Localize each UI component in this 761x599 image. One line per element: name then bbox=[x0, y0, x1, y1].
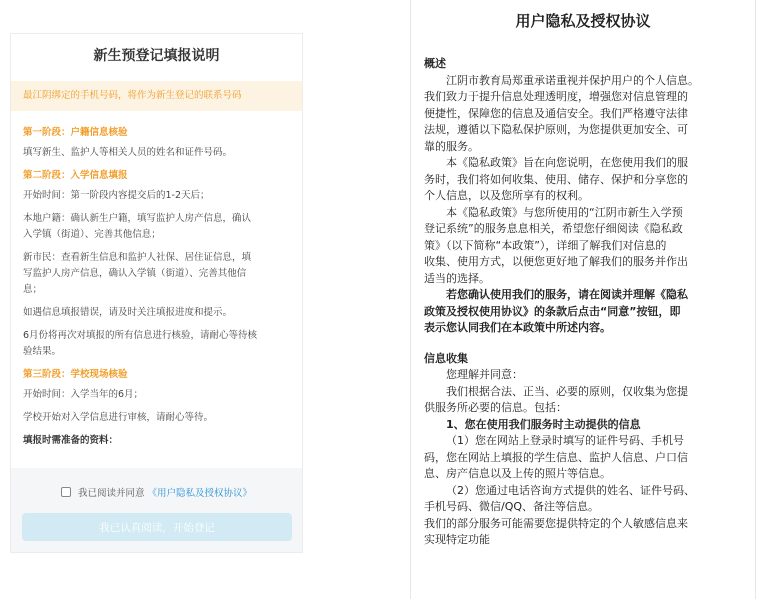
stage2-new-line2: 写监护人房产信息，确认入学镇（街道）、完善其他信 bbox=[23, 268, 247, 279]
collection-heading: 信息收集 bbox=[424, 351, 468, 365]
collection-sensitive-info bbox=[424, 516, 742, 549]
stage3-start-time: 开始时间：入学当年的6月； bbox=[23, 389, 144, 400]
stage2-local-residents bbox=[23, 211, 290, 243]
p4-line1: 若您确认使用我们的服务，请在阅读并理解《隐私 bbox=[446, 288, 688, 301]
c5-line2: 手机号码、微信/QQ、备注等信息。 bbox=[424, 500, 600, 513]
collection-principle bbox=[424, 384, 742, 417]
overview-paragraph-4 bbox=[424, 287, 742, 337]
p4-line3: 表示您认同我们在本政策中所述内容。 bbox=[424, 321, 611, 334]
stage2-new-line1: 新市民：查看新生信息和监护人社保、居住证信息，填 bbox=[23, 252, 252, 263]
overview-heading: 概述 bbox=[424, 57, 446, 70]
stage3-title: 第三阶段：学校现场核验 bbox=[23, 369, 128, 380]
c2-line2: 供服务所必要的信息。包括： bbox=[424, 401, 567, 414]
p4-line2: 政策及授权使用协议》的条款后点击“同意”按钮，即 bbox=[424, 304, 681, 318]
stage2-june-line1: 6月份将再次对填报的所有信息进行核验，请耐心等待核 bbox=[23, 330, 258, 341]
p1-line1: 江阴市教育局郑重承诺重视并保护用户的个人信息。 bbox=[446, 73, 699, 87]
p3-line3: 策》（以下简称“本政策”），详细了解我们对信息的 bbox=[424, 238, 667, 252]
stage2-error-hint: 如遇信息填报错误，请及时关注填报进度和提示。 bbox=[23, 307, 233, 318]
p3-line1: 本《隐私政策》与您所使用的“江阴市新生入学预 bbox=[446, 205, 683, 219]
stage2-start-time: 开始时间：第一阶段内容提交后的1-2天后； bbox=[23, 190, 210, 201]
p2-line2: 务时，我们将如何收集、使用、储存、保护和分享您的 bbox=[424, 172, 688, 186]
stage2-new-residents bbox=[23, 250, 290, 298]
start-registration-button[interactable]: 我已认真阅读，开始登记 bbox=[22, 513, 292, 541]
c6-line1: 我们的部分服务可能需要您提供特定的个人敏感信息来 bbox=[424, 516, 688, 530]
stage3-review: 学校开始对入学信息进行审核，请耐心等待。 bbox=[23, 412, 214, 423]
agree-checkbox[interactable] bbox=[61, 487, 71, 497]
c2-line1: 我们根据合法、正当、必要的原则，仅收集为您提 bbox=[446, 384, 688, 398]
collection-item1-heading: 1、您在使用我们服务时主动提供的信息 bbox=[446, 417, 641, 431]
stage2-title: 第二阶段：入学信息填报 bbox=[23, 170, 128, 181]
p1-line3: 便捷性，保障您的信息及通信安全。我们严格遵守法律 bbox=[424, 106, 688, 120]
c6-line2: 实现特定功能 bbox=[424, 533, 490, 546]
stage2-new-line3: 息； bbox=[23, 284, 43, 295]
stage1-text: 填写新生、监护人等相关人员的姓名和证件号码。 bbox=[23, 147, 233, 158]
instructions-body bbox=[11, 111, 302, 449]
c5-line1: （2）您通过电话咨询方式提供的姓名、证件号码、 bbox=[446, 483, 695, 497]
p3-line4: 收集、使用方式，以便您更好地了解我们的服务并作出 bbox=[424, 255, 688, 268]
collection-item1-sub1 bbox=[424, 433, 742, 483]
overview-paragraph-1 bbox=[424, 73, 742, 156]
agreement-body bbox=[411, 48, 755, 549]
p1-line5: 靠的服务。 bbox=[424, 139, 479, 153]
agreement-title: 用户隐私及授权协议 bbox=[515, 12, 651, 30]
registration-instructions-panel bbox=[10, 33, 303, 553]
stage2-local-line1: 本地户籍：确认新生户籍，填写监护人房产信息，确认 bbox=[23, 213, 252, 224]
p3-line5: 适当的选择。 bbox=[424, 271, 490, 285]
p2-line3: 个人信息，以及您所享有的权利。 bbox=[424, 189, 589, 202]
overview-paragraph-3 bbox=[424, 205, 742, 288]
privacy-agreement-link[interactable]: 《用户隐私及授权协议》 bbox=[147, 488, 253, 499]
p3-line2: 登记系统”的服务息息相关，希望您仔细阅读《隐私政 bbox=[424, 222, 683, 235]
stage1-title: 第一阶段：户籍信息核验 bbox=[23, 127, 128, 138]
c4-line1: （1）您在网站上登录时填写的证件号码、手机号 bbox=[446, 434, 684, 447]
agreement-footer bbox=[11, 468, 302, 552]
p1-line2: 我们致力于提升信息处理透明度，增强您对信息管理的 bbox=[424, 90, 688, 103]
agree-row bbox=[11, 485, 302, 499]
agree-prefix-text: 我已阅读并同意 bbox=[77, 488, 145, 499]
c4-line2: 码，您在网站上填报的学生信息、监护人信息、户口信 bbox=[424, 450, 688, 464]
stage2-june-check bbox=[23, 328, 290, 360]
phone-notice-banner: 最江阴绑定的手机号码，将作为新生登记的联系号码 bbox=[11, 81, 302, 111]
stage2-local-line2: 入学镇（街道）、完善其他信息； bbox=[23, 229, 161, 240]
p2-line1: 本《隐私政策》旨在向您说明，在您使用我们的服 bbox=[446, 156, 688, 169]
p1-line4: 法规，遵循以下隐私保护原则，为您提供更加安全、可 bbox=[424, 123, 688, 136]
stage2-june-line2: 验结果。 bbox=[23, 346, 62, 357]
materials-label: 填报时需准备的资料： bbox=[23, 435, 119, 446]
collection-item1-sub2 bbox=[424, 483, 742, 516]
collection-understand: 您理解并同意： bbox=[446, 368, 523, 381]
instructions-title: 新生预登记填报说明 bbox=[93, 48, 220, 64]
section-gap bbox=[424, 337, 742, 351]
overview-paragraph-2 bbox=[424, 155, 742, 205]
c4-line3: 息、房产信息以及上传的照片等信息。 bbox=[424, 467, 611, 480]
privacy-agreement-panel bbox=[410, 0, 756, 599]
